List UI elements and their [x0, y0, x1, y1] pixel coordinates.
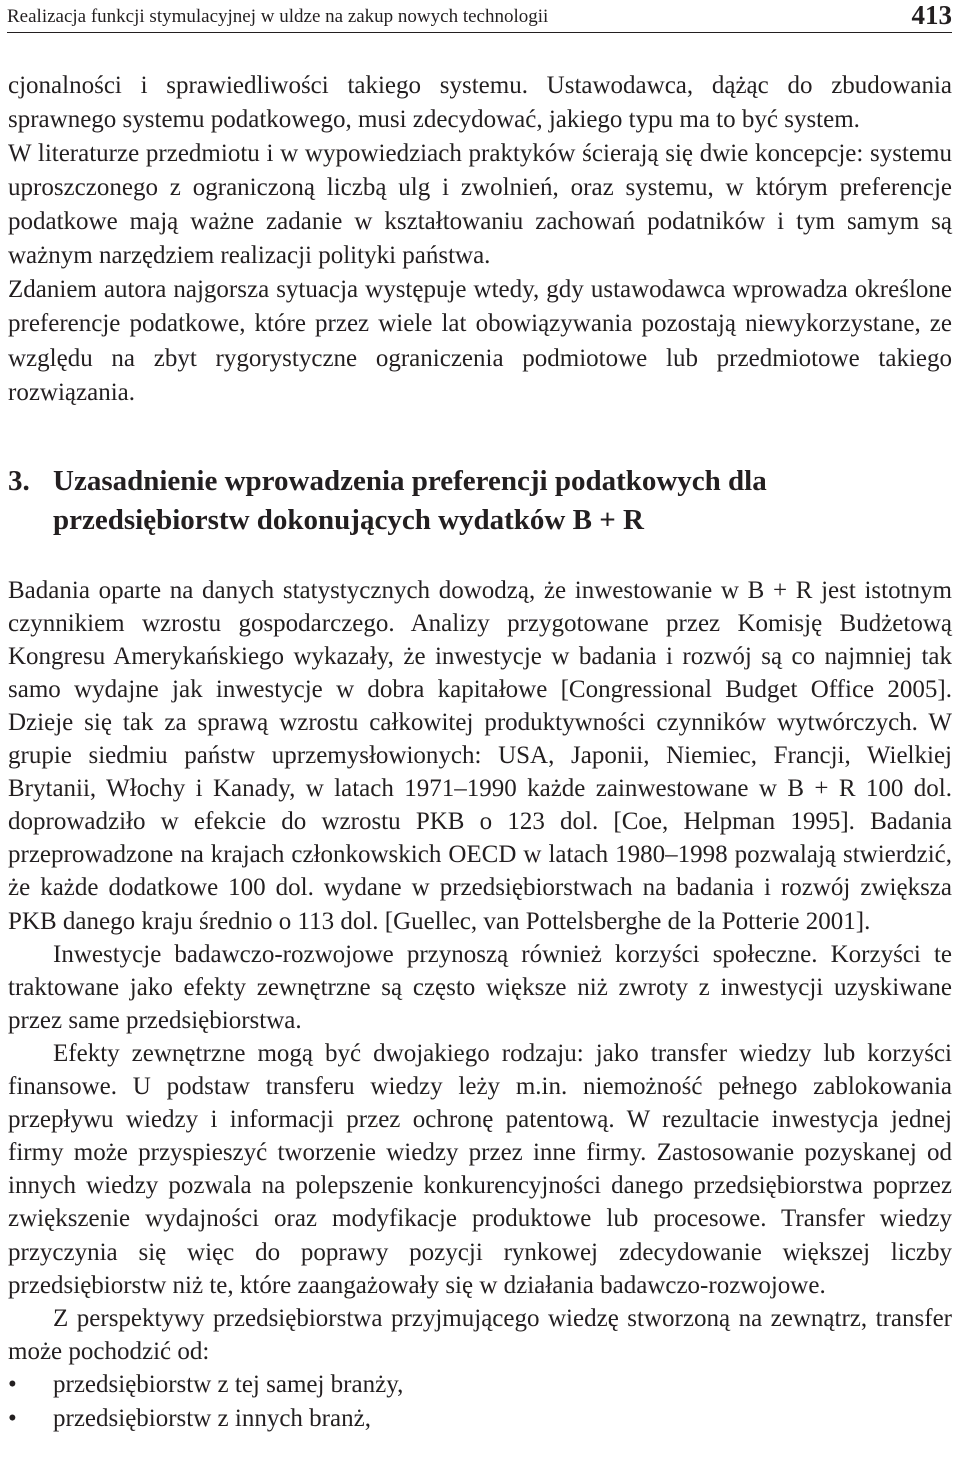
list-item — [8, 1368, 952, 1402]
page-number: 413 — [911, 0, 952, 30]
bullet-mark: • — [8, 1404, 17, 1432]
body-paragraph: Badania oparte na danych statystycznych dowodzą, że inwestowanie w B + R jest istotnym czynnikiem wzrostu gospodarczego. Analizy przygotowane przez Komisję Budżetową Kongresu Amerykańskiego wykazały, że inwestycje w badania i rozwój są co najmniej tak samo wydajne jak inwestycje w dobra kapitałowe [Congressional Budget Office 2005]. Dzieje się tak za sprawą wzrostu całkowitej produktywności czynników wytwórczych. W grupie siedmiu państw uprzemysłowionych: USA, Japonii, Niemiec, Francji, Wielkiej Brytanii, Włochy i Kanady, w latach 1971–1990 każde zainwestowane w B + R 100 dol. doprowadziło w efekcie do wzrostu PKB o 123 dol. [Coe, Helpman 1995]. Badania przeprowadzone na krajach członkowskich OECD w latach 1980–1998 pozwalają stwierdzić, że każde dodatkowe 100 dol. wydane w przedsiębiorstwach na badania i rozwój zwiększa PKB danego kraju średnio o 113 dol. [Guellec, van Pottelsberghe de la Potterie 2001]. — [8, 576, 952, 935]
running-title: Realizacja funkcji stymulacyjnej w uldze na zakup nowych technologii — [7, 6, 549, 27]
list-item-text: przedsiębiorstw z innych branż, — [53, 1404, 371, 1432]
section-title: Uzasadnienie wprowadzenia preferencji podatkowych dla przedsiębiorstw dokonujących wydatków B + R — [53, 464, 767, 536]
body-paragraph: Efekty zewnętrzne mogą być dwojakiego rodzaju: jako transfer wiedzy lub korzyści finansowe. U podstaw transferu wiedzy leży m.in. niemożność pełnego zablokowania przepływu wiedzy i informacji przez ochronę patentową. W rezultacie inwestycja jednej firmy może przyspieszyć tworzenie wiedzy przez inne firmy. Zastosowanie pozyskanej od innych wiedzy pozwala na polepszenie konkurencyjności danego przedsiębiorstwa poprzez zwiększenie wydajności oraz modyfikacje produktowe lub procesowe. Transfer wiedzy przyczynia się więc do poprawy pozycji rynkowej zdecydowanie większej liczby przedsiębiorstw niż te, które zaangażowały się w działania badawczo-rozwojowe. — [8, 1039, 952, 1299]
page-body — [8, 69, 952, 1436]
body-paragraph: Z perspektywy przedsiębiorstwa przyjmującego wiedzę stworzoną na zewnątrz, transfer może pochodzić od: — [8, 1304, 952, 1365]
running-header — [7, 0, 952, 33]
body-paragraph: Zdaniem autora najgorsza sytuacja występuje wtedy, gdy ustawodawca wprowadza określone preferencje podatkowe, które przez wiele lat obowiązywania pozostają niewykorzystane, ze względu na zbyt rygorystyczne ograniczenia podmiotowe lub przedmiotowe takiego rozwiązania. — [8, 276, 952, 407]
bullet-mark: • — [8, 1370, 17, 1398]
list-item — [8, 1402, 952, 1436]
body-paragraph: W literaturze przedmiotu i w wypowiedziach praktyków ścierają się dwie koncepcje: systemu uproszczonego z ograniczoną liczbą ulg i zwolnień, oraz systemu, w którym preferencje podatkowe mają ważne zadanie w kształtowaniu zachowań podatników i tym samym są ważnym narzędziem realizacji polityki państwa. — [8, 140, 952, 269]
body-paragraph: Inwestycje badawczo-rozwojowe przynoszą również korzyści społeczne. Korzyści te traktowane jako efekty zewnętrzne są często większe niż zwroty z inwestycji uzyskiwane przez same przedsiębiorstwa. — [8, 940, 952, 1034]
section-heading — [8, 462, 952, 540]
body-paragraph: cjonalności i sprawiedliwości takiego systemu. Ustawodawca, dążąc do zbudowania sprawnego systemu podatkowego, musi zdecydować, jakiego typu ma to być system. — [8, 72, 952, 133]
list-item-text: przedsiębiorstw z tej samej branży, — [53, 1370, 404, 1398]
section-body — [8, 574, 952, 1368]
section-number: 3. — [8, 464, 30, 497]
bullet-list — [8, 1368, 952, 1436]
